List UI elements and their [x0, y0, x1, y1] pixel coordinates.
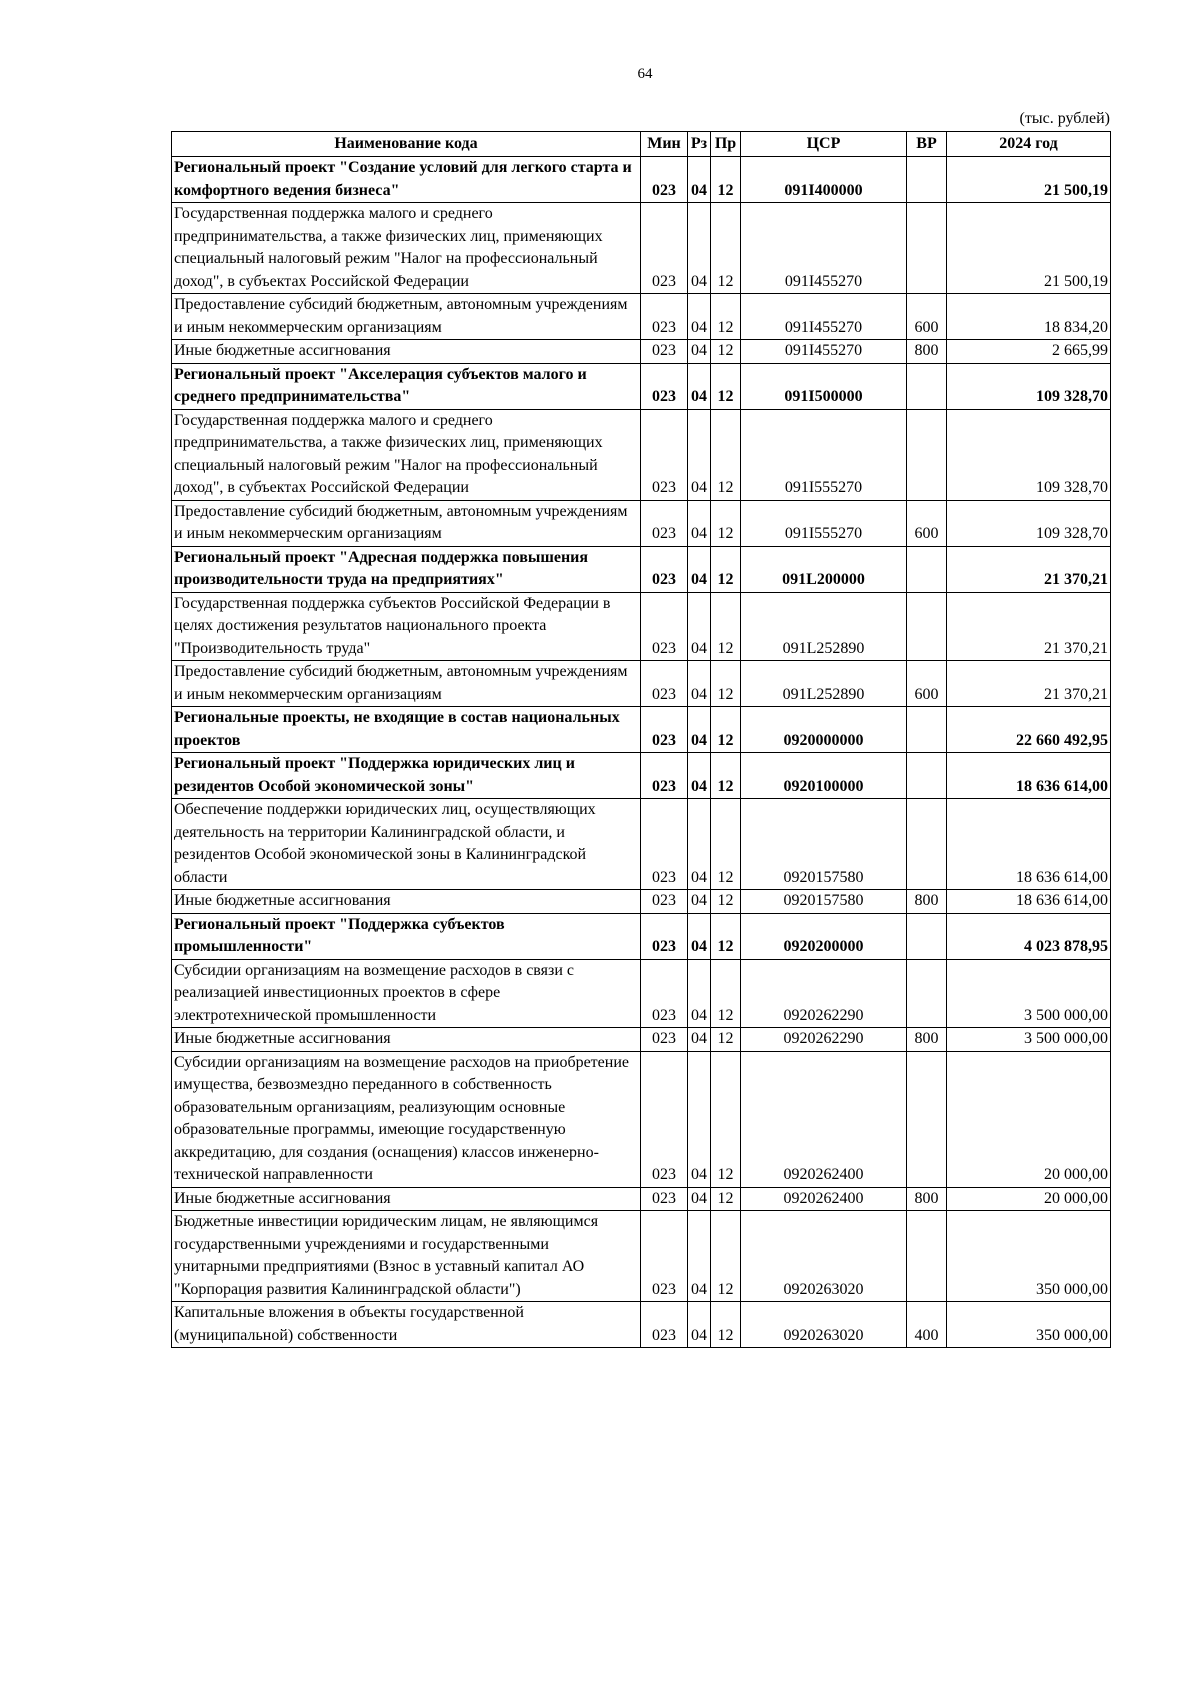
cell-min: 023: [641, 363, 688, 409]
cell-vr: [907, 707, 947, 753]
cell-amount: 350 000,00: [947, 1211, 1111, 1302]
cell-amount: 109 328,70: [947, 409, 1111, 500]
cell-min: 023: [641, 890, 688, 914]
table-row: [172, 799, 1111, 890]
table-row: [172, 409, 1111, 500]
cell-csr: 0920157580: [741, 799, 907, 890]
cell-csr: 091I555270: [741, 500, 907, 546]
cell-name: Региональный проект "Акселерация субъектов малого и среднего предпринимательства": [172, 363, 641, 409]
cell-amount: 18 834,20: [947, 294, 1111, 340]
table-row: [172, 592, 1111, 661]
cell-rz: 04: [688, 1302, 711, 1348]
cell-vr: 600: [907, 500, 947, 546]
cell-amount: 350 000,00: [947, 1302, 1111, 1348]
cell-pr: 12: [711, 1028, 741, 1052]
cell-min: 023: [641, 1302, 688, 1348]
cell-pr: 12: [711, 1187, 741, 1211]
cell-name: Предоставление субсидий бюджетным, автономным учреждениям и иным некоммерческим организациям: [172, 294, 641, 340]
cell-amount: 109 328,70: [947, 363, 1111, 409]
cell-rz: 04: [688, 157, 711, 203]
cell-name: Региональные проекты, не входящие в состав национальных проектов: [172, 707, 641, 753]
cell-amount: 21 370,21: [947, 661, 1111, 707]
cell-csr: 0920262400: [741, 1051, 907, 1187]
cell-amount: 2 665,99: [947, 340, 1111, 364]
cell-name: Иные бюджетные ассигнования: [172, 890, 641, 914]
cell-csr: 0920262290: [741, 959, 907, 1028]
cell-rz: 04: [688, 890, 711, 914]
cell-amount: 109 328,70: [947, 500, 1111, 546]
cell-vr: 800: [907, 890, 947, 914]
cell-vr: [907, 913, 947, 959]
cell-rz: 04: [688, 1211, 711, 1302]
cell-pr: 12: [711, 546, 741, 592]
cell-pr: 12: [711, 707, 741, 753]
cell-name: Иные бюджетные ассигнования: [172, 340, 641, 364]
cell-pr: 12: [711, 294, 741, 340]
table-row: [172, 707, 1111, 753]
cell-csr: 091I455270: [741, 203, 907, 294]
table-row: [172, 1028, 1111, 1052]
cell-vr: 800: [907, 1028, 947, 1052]
cell-vr: 800: [907, 1187, 947, 1211]
cell-csr: 0920100000: [741, 753, 907, 799]
cell-amount: 18 636 614,00: [947, 753, 1111, 799]
cell-csr: 0920157580: [741, 890, 907, 914]
cell-rz: 04: [688, 1187, 711, 1211]
cell-pr: 12: [711, 890, 741, 914]
table-row: [172, 1302, 1111, 1348]
table-row: [172, 1051, 1111, 1187]
cell-pr: 12: [711, 799, 741, 890]
table-row: [172, 1187, 1111, 1211]
cell-csr: 0920200000: [741, 913, 907, 959]
cell-amount: 21 500,19: [947, 203, 1111, 294]
cell-amount: 4 023 878,95: [947, 913, 1111, 959]
cell-min: 023: [641, 661, 688, 707]
cell-pr: 12: [711, 753, 741, 799]
cell-min: 023: [641, 294, 688, 340]
cell-pr: 12: [711, 500, 741, 546]
cell-csr: 091I500000: [741, 363, 907, 409]
cell-name: Иные бюджетные ассигнования: [172, 1187, 641, 1211]
cell-name: Бюджетные инвестиции юридическим лицам, не являющимся государственными учреждениями и государственными унитарными предприятиями (Взнос в уставный капитал АО "Корпорация развития Калининградской области"): [172, 1211, 641, 1302]
cell-csr: 091I455270: [741, 294, 907, 340]
header-rz: Рз: [688, 132, 711, 157]
cell-pr: 12: [711, 340, 741, 364]
cell-rz: 04: [688, 203, 711, 294]
table-header-row: [172, 132, 1111, 157]
cell-name: Обеспечение поддержки юридических лиц, осуществляющих деятельность на территории Калининградской области, и резидентов Особой экономической зоны в Калининградской области: [172, 799, 641, 890]
cell-rz: 04: [688, 546, 711, 592]
cell-amount: 3 500 000,00: [947, 1028, 1111, 1052]
cell-vr: 400: [907, 1302, 947, 1348]
header-min: Мин: [641, 132, 688, 157]
cell-vr: [907, 157, 947, 203]
cell-vr: [907, 363, 947, 409]
table-row: [172, 913, 1111, 959]
cell-pr: 12: [711, 1302, 741, 1348]
cell-min: 023: [641, 753, 688, 799]
cell-min: 023: [641, 409, 688, 500]
cell-rz: 04: [688, 500, 711, 546]
header-csr: ЦСР: [741, 132, 907, 157]
cell-rz: 04: [688, 409, 711, 500]
cell-min: 023: [641, 340, 688, 364]
cell-pr: 12: [711, 1211, 741, 1302]
cell-vr: [907, 203, 947, 294]
cell-min: 023: [641, 546, 688, 592]
cell-vr: 600: [907, 661, 947, 707]
cell-rz: 04: [688, 294, 711, 340]
cell-csr: 0920263020: [741, 1211, 907, 1302]
cell-csr: 091I555270: [741, 409, 907, 500]
cell-min: 023: [641, 1211, 688, 1302]
cell-pr: 12: [711, 203, 741, 294]
cell-rz: 04: [688, 363, 711, 409]
cell-name: Региональный проект "Поддержка субъектов промышленности": [172, 913, 641, 959]
cell-name: Предоставление субсидий бюджетным, автономным учреждениям и иным некоммерческим организациям: [172, 500, 641, 546]
cell-csr: 0920000000: [741, 707, 907, 753]
cell-csr: 091I400000: [741, 157, 907, 203]
units-label: (тыс. рублей): [1019, 110, 1110, 127]
cell-name: Региональный проект "Поддержка юридических лиц и резидентов Особой экономической зоны": [172, 753, 641, 799]
cell-name: Иные бюджетные ассигнования: [172, 1028, 641, 1052]
table-row: [172, 294, 1111, 340]
cell-pr: 12: [711, 913, 741, 959]
cell-vr: [907, 1211, 947, 1302]
cell-vr: [907, 1051, 947, 1187]
table-row: [172, 500, 1111, 546]
cell-rz: 04: [688, 1051, 711, 1187]
table-row: [172, 546, 1111, 592]
cell-amount: 18 636 614,00: [947, 890, 1111, 914]
cell-pr: 12: [711, 1051, 741, 1187]
cell-vr: [907, 753, 947, 799]
table-row: [172, 363, 1111, 409]
page-number: 64: [637, 66, 653, 82]
cell-vr: [907, 799, 947, 890]
cell-rz: 04: [688, 592, 711, 661]
cell-vr: [907, 546, 947, 592]
cell-min: 023: [641, 913, 688, 959]
cell-amount: 21 500,19: [947, 157, 1111, 203]
cell-amount: 21 370,21: [947, 546, 1111, 592]
cell-pr: 12: [711, 363, 741, 409]
table-row: [172, 959, 1111, 1028]
cell-csr: 0920262400: [741, 1187, 907, 1211]
cell-vr: 800: [907, 340, 947, 364]
table-body: [172, 157, 1111, 1348]
cell-amount: 20 000,00: [947, 1187, 1111, 1211]
cell-rz: 04: [688, 959, 711, 1028]
cell-vr: [907, 592, 947, 661]
cell-min: 023: [641, 707, 688, 753]
cell-csr: 091L200000: [741, 546, 907, 592]
cell-name: Региональный проект "Создание условий для легкого старта и комфортного ведения бизнеса": [172, 157, 641, 203]
cell-name: Предоставление субсидий бюджетным, автономным учреждениям и иным некоммерческим организациям: [172, 661, 641, 707]
cell-csr: 091I455270: [741, 340, 907, 364]
cell-min: 023: [641, 1051, 688, 1187]
cell-csr: 091L252890: [741, 592, 907, 661]
cell-name: Региональный проект "Адресная поддержка повышения производительности труда на предприятиях": [172, 546, 641, 592]
cell-name: Государственная поддержка субъектов Российской Федерации в целях достижения результатов национального проекта "Производительность труда": [172, 592, 641, 661]
budget-table: [171, 131, 1111, 1348]
cell-name: Государственная поддержка малого и среднего предпринимательства, а также физических лиц, применяющих специальный налоговый режим "Налог на профессиональный доход", в субъектах Российской Федерации: [172, 409, 641, 500]
table-row: [172, 157, 1111, 203]
cell-pr: 12: [711, 157, 741, 203]
cell-amount: 21 370,21: [947, 592, 1111, 661]
cell-amount: 20 000,00: [947, 1051, 1111, 1187]
cell-csr: 0920262290: [741, 1028, 907, 1052]
table-row: [172, 1211, 1111, 1302]
header-pr: Пр: [711, 132, 741, 157]
cell-rz: 04: [688, 753, 711, 799]
cell-amount: 22 660 492,95: [947, 707, 1111, 753]
cell-amount: 18 636 614,00: [947, 799, 1111, 890]
cell-min: 023: [641, 1187, 688, 1211]
cell-min: 023: [641, 500, 688, 546]
cell-amount: 3 500 000,00: [947, 959, 1111, 1028]
cell-pr: 12: [711, 959, 741, 1028]
header-year: 2024 год: [947, 132, 1111, 157]
cell-rz: 04: [688, 1028, 711, 1052]
cell-csr: 0920263020: [741, 1302, 907, 1348]
cell-vr: [907, 409, 947, 500]
cell-rz: 04: [688, 799, 711, 890]
cell-min: 023: [641, 959, 688, 1028]
cell-rz: 04: [688, 661, 711, 707]
cell-name: Капитальные вложения в объекты государственной (муниципальной) собственности: [172, 1302, 641, 1348]
table-row: [172, 340, 1111, 364]
cell-csr: 091L252890: [741, 661, 907, 707]
cell-min: 023: [641, 203, 688, 294]
cell-name: Государственная поддержка малого и среднего предпринимательства, а также физических лиц, применяющих специальный налоговый режим "Налог на профессиональный доход", в субъектах Российской Федерации: [172, 203, 641, 294]
header-vr: ВР: [907, 132, 947, 157]
cell-pr: 12: [711, 661, 741, 707]
cell-vr: 600: [907, 294, 947, 340]
header-name: Наименование кода: [172, 132, 641, 157]
table-row: [172, 661, 1111, 707]
cell-min: 023: [641, 1028, 688, 1052]
cell-rz: 04: [688, 707, 711, 753]
cell-min: 023: [641, 157, 688, 203]
cell-rz: 04: [688, 340, 711, 364]
table-row: [172, 203, 1111, 294]
cell-rz: 04: [688, 913, 711, 959]
cell-pr: 12: [711, 409, 741, 500]
cell-min: 023: [641, 799, 688, 890]
cell-vr: [907, 959, 947, 1028]
cell-min: 023: [641, 592, 688, 661]
table-row: [172, 890, 1111, 914]
cell-name: Субсидии организациям на возмещение расходов в связи с реализацией инвестиционных проектов в сфере электротехнической промышленности: [172, 959, 641, 1028]
cell-pr: 12: [711, 592, 741, 661]
cell-name: Субсидии организациям на возмещение расходов на приобретение имущества, безвозмездно переданного в собственность образовательным организациям, реализующим основные образовательные программы, имеющие государственную аккредитацию, для создания (оснащения) классов инженерно-технической направленности: [172, 1051, 641, 1187]
table-row: [172, 753, 1111, 799]
